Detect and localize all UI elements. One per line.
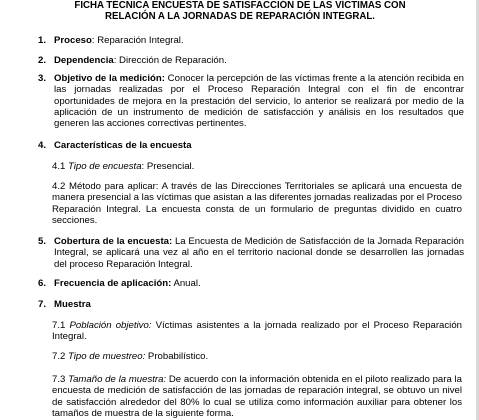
subsection-prefix: 4.2 [52,181,69,192]
section-number: 1. [38,35,47,46]
section-label: Características de la encuesta [54,140,192,151]
subsection-text: : Presencial. [141,161,195,172]
section-label: Objetivo de la medición: [54,73,165,84]
section-number: 7. [38,299,47,310]
subsection-text: Víctimas asistentes a la jornada realizado por el Proceso Reparación Integral. [52,320,462,343]
subsection-7-2 [52,351,462,362]
subsection-4-1 [52,161,462,172]
title-line-2: RELACIÓN A LA JORNADAS DE REPARACIÓN INTEGRAL. [105,11,375,22]
section-text: : Dirección de Reparación. [113,55,227,66]
section-text: Conocer la percepción de las víctimas frente a la atención recibida en las jornadas realizadas por el Proceso Reparación Integral con el fin de encontrar oportunidades de mejora en la prestación del servicio, lo anterior se realizará por medio de la aplicación de un instrumento de medición de satisfacción y análisis en los resultados que generen las acciones correctivas pertinentes. [54,73,464,130]
section-number: 5. [38,236,47,247]
section-number: 6. [38,278,47,289]
section-label: Frecuencia de aplicación: [54,278,172,289]
section-label: Proceso [54,35,92,46]
section-text: Anual. [171,278,201,289]
subsection-text: Probabilístico. [145,351,209,362]
document-title [40,0,440,22]
section-number: 2. [38,55,47,66]
section-text: La Encuesta de Medición de Satisfacción de la Jornada Reparación Integral, se aplicará una vez al año en el territorio nacional donde se desarrollen las jornadas del proceso Reparación Integral. [54,236,464,270]
subsection-label: Tamaño de la muestra: [68,374,167,385]
section-label: Dependencia [54,55,114,66]
subsection-text: De acuerdo con la información obtenida en el piloto realizado para la encuesta de medición de satisfacción de las jornadas de reparación integral, se obtuvo un nivel de satisfacción alrededor del 80% lo cual se utiliza como información auxiliar para obtener los tamaños de muestra de la siguiente forma. [52,374,462,419]
section-number: 3. [38,73,47,84]
section-label: Muestra [54,299,91,310]
subsection-7-1 [52,320,462,343]
section-number: 4. [38,140,47,151]
subsection-4-2 [52,181,462,226]
subsection-prefix: 4.1 [52,161,69,172]
subsection-7-3 [52,374,462,419]
title-line-1: FICHA TÉCNICA ENCUESTA DE SATISFACCIÓN DE LAS VÍCTIMAS CON [74,0,406,11]
section-text: : Reparación Integral. [91,35,184,46]
subsection-label: Tipo de encuesta [68,161,142,172]
subsection-prefix: 7.1 [52,320,70,331]
subsection-text: Método para aplicar: A través de las Direcciones Territoriales se aplicará una encuesta de manera presencial a las víctimas que asistan a las diferentes jornadas realizadas por el Proceso Reparación Integral. La encuesta consta de un formulario de preguntas dividido en cuatro secciones. [52,181,462,226]
subsection-prefix: 7.2 [52,351,69,362]
subsection-label: Tipo de muestreo: [68,351,146,362]
section-label: Cobertura de la encuesta: [54,236,173,247]
subsection-label: Población objetivo: [69,320,152,331]
subsection-prefix: 7.3 [52,374,69,385]
